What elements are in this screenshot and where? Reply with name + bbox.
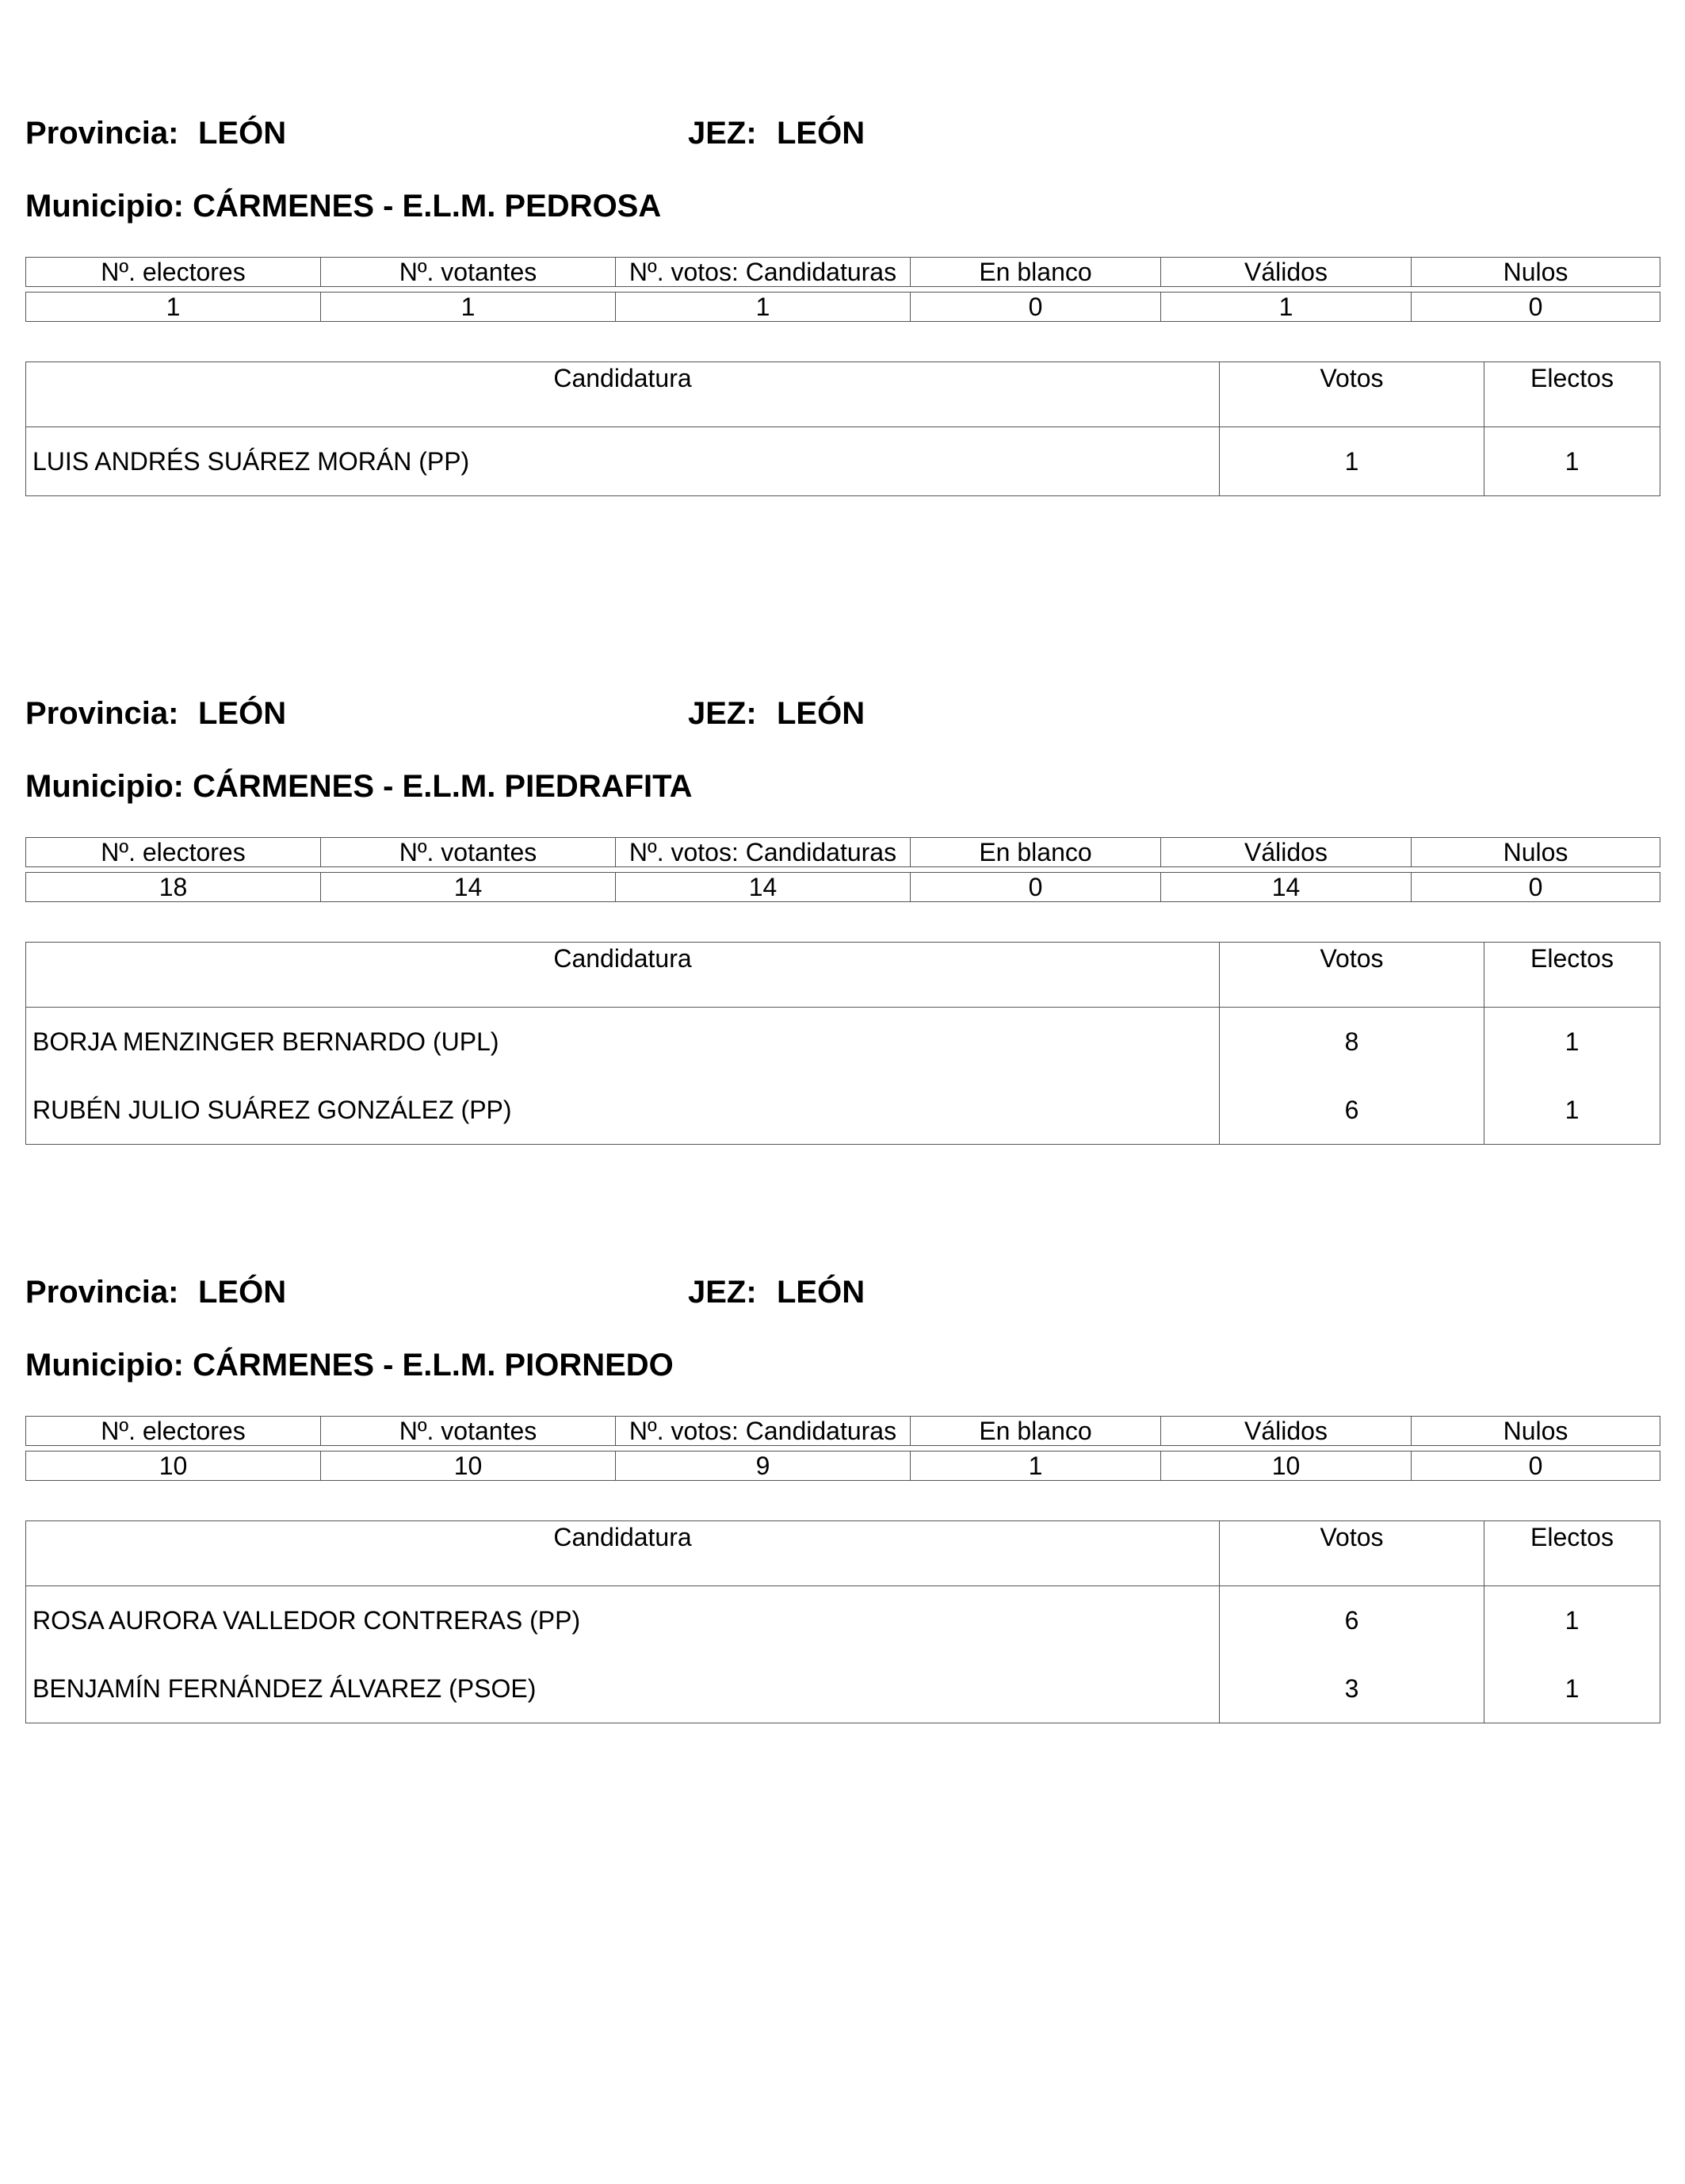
candidate-row: [26, 1654, 1660, 1723]
candidate-electos: 1: [1484, 1654, 1660, 1723]
stats-en-blanco: 0: [911, 873, 1161, 902]
header-candidatura: Candidatura: [26, 1521, 1220, 1586]
stats-en-blanco: 1: [911, 1452, 1161, 1481]
candidate-electos: 1: [1484, 1076, 1660, 1145]
candidates-header-row: [26, 943, 1660, 1008]
candidate-electos: 1: [1484, 1586, 1660, 1655]
stats-en-blanco: 0: [911, 293, 1161, 322]
stats-header-votantes: Nº. votantes: [321, 258, 616, 287]
candidate-row: [26, 1008, 1660, 1077]
stats-value-row: [26, 293, 1660, 322]
candidate-electos: 1: [1484, 427, 1660, 496]
stats-header-electores: Nº. electores: [26, 1417, 321, 1446]
header-votos: Votos: [1220, 1521, 1484, 1586]
municipio-value: CÁRMENES - E.L.M. PEDROSA: [193, 189, 662, 224]
stats-nulos: 0: [1412, 293, 1660, 322]
jez-label: JEZ:: [688, 696, 757, 731]
provincia-label: Provincia:: [25, 116, 179, 151]
jez-label: JEZ:: [688, 1275, 757, 1310]
municipio-label: Municipio:: [25, 189, 184, 224]
jez-label: JEZ:: [688, 116, 757, 151]
candidate-votos: 8: [1220, 1008, 1484, 1077]
provincia-value: LEÓN: [198, 696, 287, 731]
candidate-votos: 6: [1220, 1586, 1484, 1655]
header-row: [25, 696, 1660, 744]
stats-value-row: [26, 1452, 1660, 1481]
candidates-table: [25, 1520, 1660, 1723]
provincia-value: LEÓN: [198, 1275, 287, 1310]
provincia-value: LEÓN: [198, 116, 287, 151]
candidate-row: [26, 427, 1660, 496]
stats-header-row: [26, 1417, 1660, 1446]
header-votos: Votos: [1220, 362, 1484, 427]
stats-header-validos: Válidos: [1161, 1417, 1412, 1446]
candidate-name: BORJA MENZINGER BERNARDO (UPL): [26, 1008, 1220, 1077]
stats-header-votos-candidaturas: Nº. votos: Candidaturas: [616, 838, 911, 867]
candidates-table: [25, 942, 1660, 1145]
stats-votos-candidaturas: 9: [616, 1452, 911, 1481]
stats-header-votantes: Nº. votantes: [321, 1417, 616, 1446]
header-electos: Electos: [1484, 943, 1660, 1008]
stats-header-en-blanco: En blanco: [911, 838, 1161, 867]
candidate-row: [26, 1586, 1660, 1655]
stats-header-row: [26, 838, 1660, 867]
candidates-header-row: [26, 362, 1660, 427]
municipio-label: Municipio:: [25, 1348, 184, 1383]
stats-header-nulos: Nulos: [1412, 1417, 1660, 1446]
header-electos: Electos: [1484, 362, 1660, 427]
stats-table: [25, 1416, 1660, 1481]
stats-validos: 1: [1161, 293, 1412, 322]
candidate-name: LUIS ANDRÉS SUÁREZ MORÁN (PP): [26, 427, 1220, 496]
stats-header-validos: Válidos: [1161, 258, 1412, 287]
candidates-header-row: [26, 1521, 1660, 1586]
stats-header-row: [26, 258, 1660, 287]
candidate-row: [26, 1076, 1660, 1145]
candidate-votos: 3: [1220, 1654, 1484, 1723]
stats-votos-candidaturas: 1: [616, 293, 911, 322]
candidate-votos: 6: [1220, 1076, 1484, 1145]
candidate-electos: 1: [1484, 1008, 1660, 1077]
stats-electores: 10: [26, 1452, 321, 1481]
stats-header-en-blanco: En blanco: [911, 258, 1161, 287]
candidate-votos: 1: [1220, 427, 1484, 496]
header-row: [25, 1275, 1660, 1322]
stats-value-row: [26, 873, 1660, 902]
candidate-name: BENJAMÍN FERNÁNDEZ ÁLVAREZ (PSOE): [26, 1654, 1220, 1723]
municipio-value: CÁRMENES - E.L.M. PIEDRAFITA: [193, 769, 693, 804]
stats-votantes: 10: [321, 1452, 616, 1481]
stats-header-en-blanco: En blanco: [911, 1417, 1161, 1446]
municipio-value: CÁRMENES - E.L.M. PIORNEDO: [193, 1348, 674, 1383]
stats-validos: 14: [1161, 873, 1412, 902]
candidates-table: [25, 361, 1660, 496]
stats-header-nulos: Nulos: [1412, 258, 1660, 287]
stats-header-nulos: Nulos: [1412, 838, 1660, 867]
stats-header-votos-candidaturas: Nº. votos: Candidaturas: [616, 1417, 911, 1446]
jez-value: LEÓN: [777, 1275, 865, 1310]
stats-electores: 1: [26, 293, 321, 322]
jez-value: LEÓN: [777, 696, 865, 731]
stats-votantes: 1: [321, 293, 616, 322]
jez-value: LEÓN: [777, 116, 865, 151]
stats-header-votantes: Nº. votantes: [321, 838, 616, 867]
provincia-label: Provincia:: [25, 1275, 179, 1310]
header-electos: Electos: [1484, 1521, 1660, 1586]
stats-nulos: 0: [1412, 873, 1660, 902]
stats-votantes: 14: [321, 873, 616, 902]
candidate-name: ROSA AURORA VALLEDOR CONTRERAS (PP): [26, 1586, 1220, 1655]
stats-header-votos-candidaturas: Nº. votos: Candidaturas: [616, 258, 911, 287]
municipio-title: [25, 769, 692, 805]
stats-table: [25, 257, 1660, 322]
municipio-title: [25, 1348, 674, 1383]
header-candidatura: Candidatura: [26, 362, 1220, 427]
stats-electores: 18: [26, 873, 321, 902]
stats-header-validos: Válidos: [1161, 838, 1412, 867]
municipio-label: Municipio:: [25, 769, 184, 804]
stats-votos-candidaturas: 14: [616, 873, 911, 902]
provincia-label: Provincia:: [25, 696, 179, 731]
header-candidatura: Candidatura: [26, 943, 1220, 1008]
municipio-title: [25, 189, 661, 224]
header-votos: Votos: [1220, 943, 1484, 1008]
stats-header-electores: Nº. electores: [26, 258, 321, 287]
stats-validos: 10: [1161, 1452, 1412, 1481]
stats-header-electores: Nº. electores: [26, 838, 321, 867]
header-row: [25, 116, 1660, 163]
candidate-name: RUBÉN JULIO SUÁREZ GONZÁLEZ (PP): [26, 1076, 1220, 1145]
stats-nulos: 0: [1412, 1452, 1660, 1481]
stats-table: [25, 837, 1660, 902]
